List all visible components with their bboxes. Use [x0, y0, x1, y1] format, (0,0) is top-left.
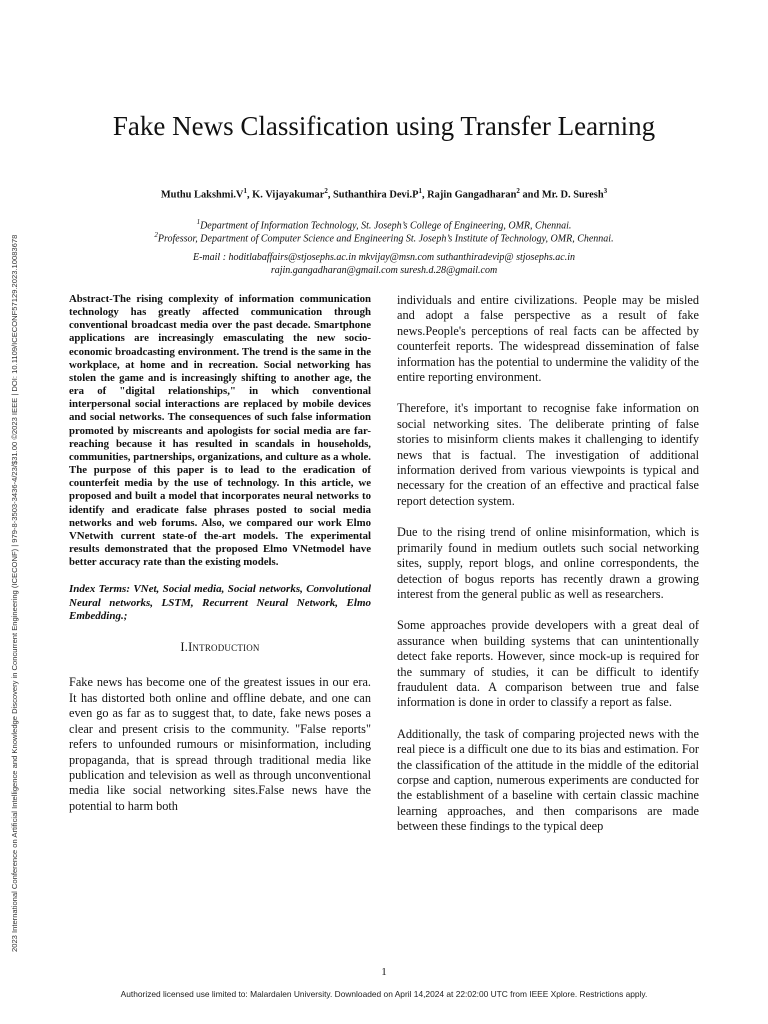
author-affil-mark: 1 [243, 187, 247, 195]
email-line: rajin.gangadharan@gmail.com suresh.d.28@gmail.com [270, 265, 498, 276]
author-name: Muthu Lakshmi.V [160, 189, 244, 201]
affiliation-2 [60, 229, 708, 245]
email-line: E-mail : hoditlabaffairs@stjosephs.ac.in mkvijay@msn.com suthanthiradevip@ stjosephs.ac.in [192, 252, 575, 263]
body-paragraph: Additionally, the task of comparing projected news with the real piece is a difficult one due to its bias and estimation. For the classification of the attitude in the middle of the editorial corpse and caption, numerous experiments are conducted for the establishment of a baseline with certain classic machine learning approaches, and then comparisons are made between these findings to the typical deep [397, 726, 699, 834]
paper-title: Fake News Classification using Transfer Learning [112, 111, 656, 141]
body-paragraph: Therefore, it's important to recognise fake information on social networking sites. The deliberate printing of false stories to misinform clients makes it challenging to identify news that is factual. The investigation of additional information derived from various viewpoints is typical and necessary for the creation of an effective and practical false report detection system. [397, 401, 699, 508]
author-separator: , [246, 189, 253, 201]
left-column [69, 293, 371, 814]
author-separator: and [519, 189, 542, 201]
section-number: I. [180, 640, 189, 655]
author-affil-mark: 1 [418, 187, 422, 195]
author-list [60, 187, 708, 200]
author-name: Rajin Gangadharan [427, 189, 517, 201]
right-column [397, 293, 699, 835]
author-name: Suthanthira Devi.P [333, 189, 419, 201]
affiliation-text: Professor, Department of Computer Science and Engineering St. Joseph’s Institute of Technology, OMR, Chennai. [157, 233, 614, 245]
abstract: Abstract-The rising complexity of information communication technology has greatly affected communication through conventional broadcast media over the past decade. Smartphone applications are increasingly emasculating the new socio-economic broadcasting environment. The trend is the same in the workplace, at home and in recreation. Social networking has stolen the game and is increasingly shifting to another age, the era of "digital relationships," in which conventional interpersonal social interactions are replaced by mobile devices and social networks. The consequences of such false information promoted by miscreants and apologists for social media are far-reaching because it has resulted in scandals in households, communities, partnerships, organizations, and culture as a whole. The purpose of this paper is to lead to the eradication of counterfeit media by the use of technology. In this article, we proposed and built a model that incorporates neural networks to identify and eradicate false phrases posted to social media networks and web forums. Also, we compared our work Elmo VNetwith current state-of the-art models. The experimental results demonstrated that the proposed Elmo VNetmodel have better accuracy rate than the existing models. [69, 293, 371, 569]
license-footer: Authorized licensed use limited to: Malardalen University. Downloaded on April 14,2024 at 22:02:00 UTC from IEEE Xplore. Restrictions apply. [120, 989, 648, 999]
intro-paragraph: Fake news has become one of the greatest issues in our era. It has distorted both online and offline debate, and one can even go as far as to suggest that, to date, fake news poses a clear and present crisis to the community. "False reports" refers to unfounded rumours or misinformation, including propaganda, that is spread through traditional media like publication and television as well as through unconventional media like social networking sites.False news have the potential to harm both [69, 675, 371, 813]
author-affil-mark: 3 [603, 187, 608, 195]
page-number: 1 [381, 966, 387, 978]
index-terms: Index Terms: VNet, Social media, Social networks, Convolutional Neural networks, LSTM, Recurrent Neural Network, Elmo Embedding.; [69, 583, 371, 623]
affiliation-text: Department of Information Technology, St. Joseph’s College of Engineering, OMR, Chennai. [200, 220, 572, 232]
author-separator: , [421, 189, 428, 201]
author-affil-mark: 2 [516, 187, 520, 195]
conference-banner: 2023 International Conference on Artificial Intelligence and Knowledge Discovery in Concurrent Engineering (ICECONF) | 979-8-3503-3436-4/23/$31.00 ©2023 IEEE | DOI: 10.1109/ICECONF57129.2023.10083678 [10, 234, 19, 952]
body-paragraph: individuals and entire civilizations. People may be misled and adopt a false perspective as a result of fake news.People's perceptions of real facts can be affected by counterfeit reports. The widespread dissemination of false information has the potential to undermine the validity of the entire reporting environment. [397, 293, 699, 385]
affiliation-mark: 1 [196, 218, 201, 226]
affiliation-mark: 2 [154, 231, 158, 239]
section-heading [69, 640, 371, 655]
body-paragraph: Some approaches provide developers with a great deal of assurance when building systems that can unintentionally detect fake reports. However, since mock-up is required for the summary of studies, it can be difficult to identify fraudulent data. A comparison between true and false information is done in order to classify a report as false. [397, 618, 699, 710]
author-emails [60, 251, 708, 277]
author-name: K. Vijayakumar [252, 189, 325, 201]
body-paragraph: Due to the rising trend of online misinformation, which is primarily found in medium outlets such social networking sites, supply, report blogs, and online correspondents, the detection of bogus reports has recently drawn a growing interest from the general public as well as researchers. [397, 525, 699, 601]
section-title: Introduction [188, 640, 260, 655]
author-affil-mark: 2 [324, 187, 328, 195]
author-name: Mr. D. Suresh [541, 189, 604, 201]
author-separator: , [327, 189, 334, 201]
